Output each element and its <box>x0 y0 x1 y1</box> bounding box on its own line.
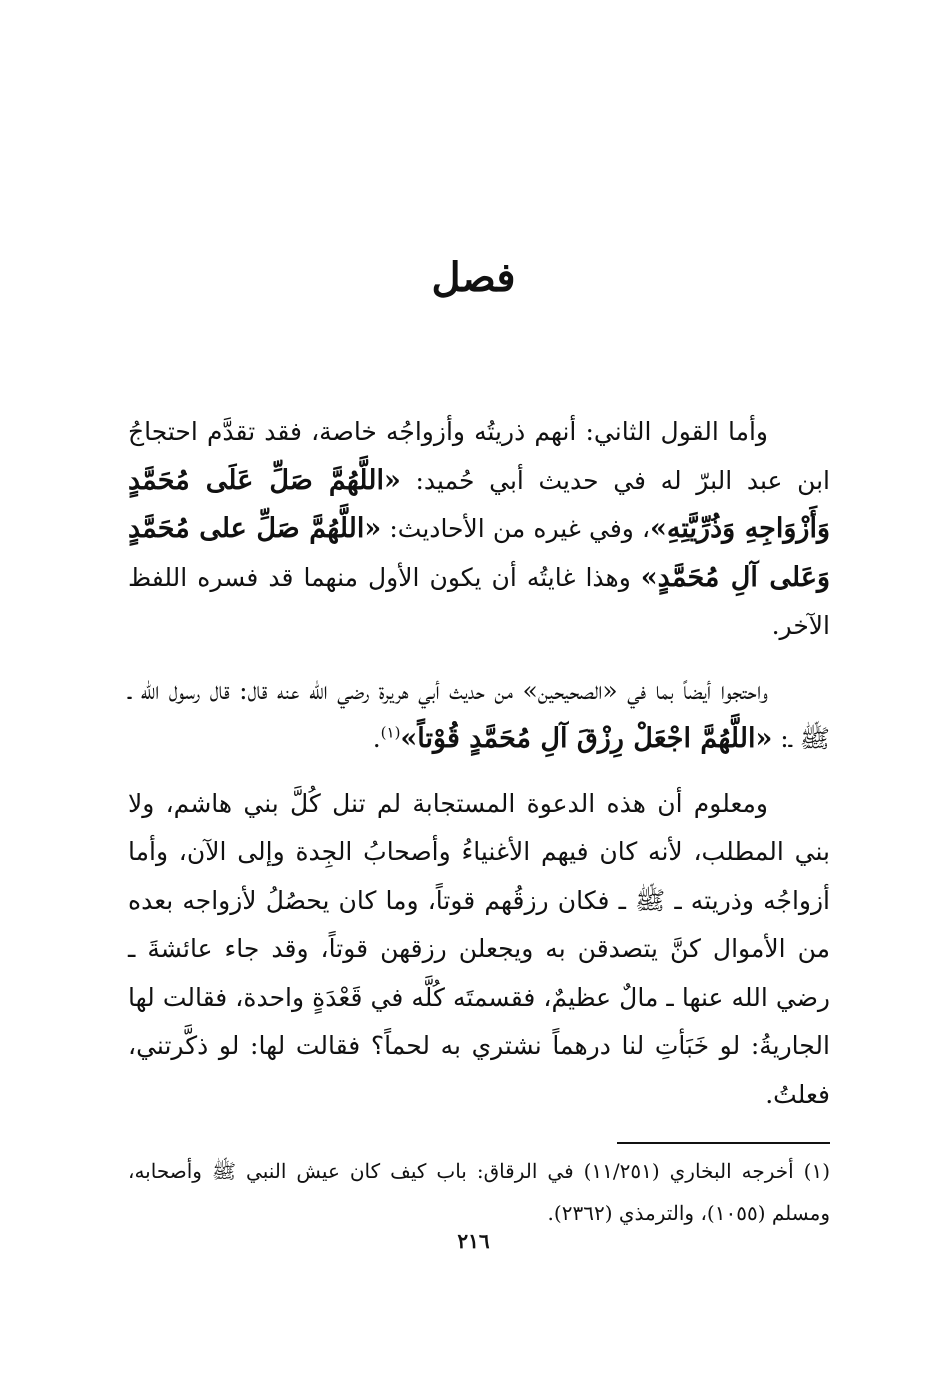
footnote-separator <box>617 1142 830 1144</box>
footnotes <box>128 1150 830 1234</box>
footnote-reference: (١) <box>380 723 401 742</box>
paragraph-1 <box>128 408 830 651</box>
footnote-1: (١) أخرجه البخاري (١١/٢٥١) في الرقاق: باب كيف كان عيش النبي ﷺ وأصحابه، ومسلم (١٠٥٥)، والترمذي (٢٣٦٢). <box>128 1159 830 1225</box>
chapter-title: فصل <box>431 254 516 301</box>
paragraph-3 <box>128 780 830 1120</box>
main-text <box>128 408 830 1119</box>
page-number: ٢١٦ <box>457 1229 490 1253</box>
hadith-quote: «اللَّهُمَّ صَلِّ على مُحَمَّدٍ وَعَلى آلِ مُحَمَّدٍ» <box>128 513 830 593</box>
paragraph-2 <box>128 667 830 764</box>
text-segment: ، وفي غيره من الأحاديث: <box>381 514 651 543</box>
text-segment: وأما القول الثاني: أنهم ذريتُه وأزواجُه خاصة، فقد تقدَّم احتجاجُ ابن عبد البرّ له في حديث أبي حُميد: <box>128 417 831 495</box>
hadith-quote: «اللَّهُمَّ اجْعَلْ رِزْقَ آلِ مُحَمَّدٍ قُوْتاً» <box>400 723 773 754</box>
hadith-quote: «اللَّهُمَّ صَلِّ عَلَى مُحَمَّدٍ وَأَزْوَاجِهِ وَذُرِّيَّتِهِ» <box>128 464 830 544</box>
text-segment: وهذا غايتُه أن يكون الأول منهما قد فسره اللفظ الآخر. <box>128 562 830 640</box>
text-segment: واحتجوا أيضاً بما في «الصحيحين» من حديث أبي هريرة رضي الله عنه قال: قال رسول الله ـ ﷺ ـ: <box>128 675 830 753</box>
text-segment: . <box>372 724 381 753</box>
text-segment: ومعلوم أن هذه الدعوة المستجابة لم تنل كُلَّ بني هاشم، ولا بني المطلب، لأنه كان فيهم الأغنياءُ وأصحابُ الجِدة وإلى الآن، وأما أزواجُه وذريته ـ ﷺ ـ فكان رزقُهم قوتاً، وما كان يحصُلُ لأزواجه بعده من الأموال كنَّ يتصدقن به ويجعلن رزقهن قوتاً، وقد جاء عائشةَ ـ رضي الله عنها ـ مالٌ عظيمٌ، فقسمتَه كُلَّه في قَعْدَةٍ واحدة، فقالت لها الجاريةُ: لو خَبَأتِ لنا درهماً نشتري به لحماً؟ فقالت لها: لو ذكَّرتني، فعلتُ. <box>128 788 830 1109</box>
